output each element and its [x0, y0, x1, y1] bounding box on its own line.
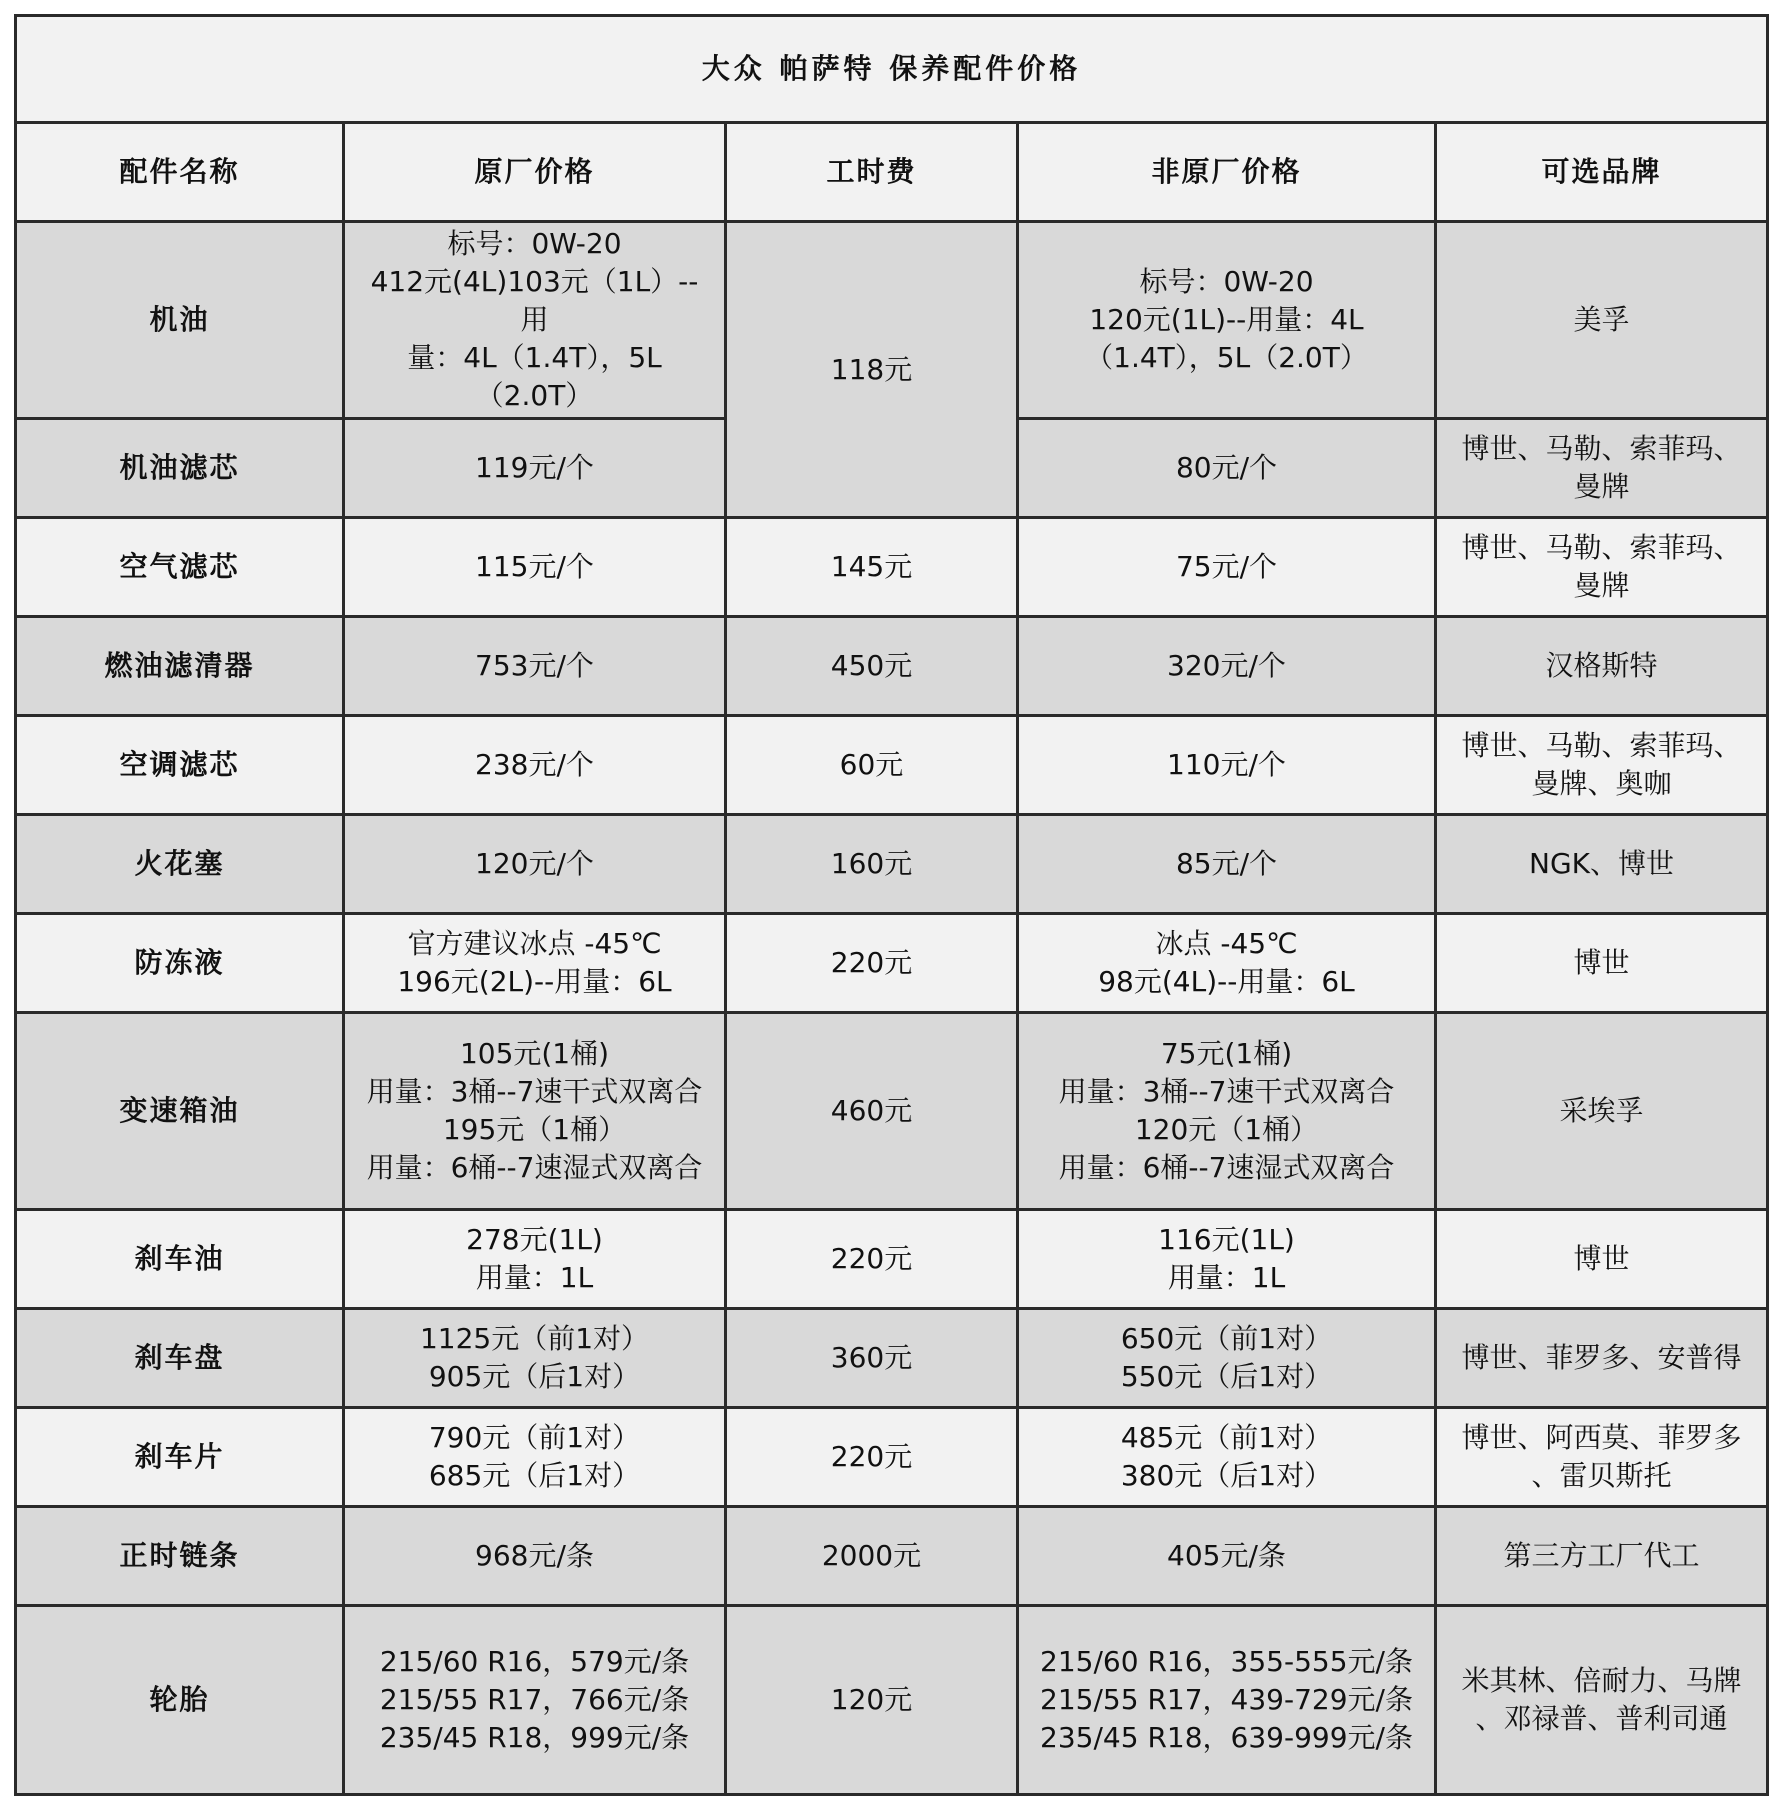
oem-price-line: 215/55 R17，766元/条 — [379, 1683, 690, 1716]
part-name: 轮胎 — [16, 1606, 344, 1795]
brands-line: 博世、马勒、索菲玛、 — [1461, 729, 1742, 762]
aftermarket-price — [1018, 1408, 1436, 1507]
oem-price-line: 120元/个 — [475, 847, 594, 880]
table-row — [16, 617, 1768, 716]
oem-price-line: 量：4L（1.4T），5L — [407, 341, 662, 374]
brands — [1436, 1408, 1768, 1507]
brands — [1436, 617, 1768, 716]
labor-fee: 360元 — [726, 1309, 1018, 1408]
aftermarket-price-line: 120元（1桶） — [1134, 1113, 1319, 1146]
header-labor-fee: 工时费 — [726, 123, 1018, 222]
oem-price — [344, 1606, 726, 1795]
part-name: 刹车油 — [16, 1210, 344, 1309]
oem-price — [344, 1210, 726, 1309]
brands — [1436, 1210, 1768, 1309]
aftermarket-price-line: 405元/条 — [1167, 1539, 1286, 1572]
aftermarket-price — [1018, 518, 1436, 617]
aftermarket-price — [1018, 1606, 1436, 1795]
labor-fee: 160元 — [726, 815, 1018, 914]
brands-line: 曼牌、奥咖 — [1531, 767, 1672, 800]
oem-price-line: 标号：0W-20 — [447, 227, 622, 260]
labor-fee: 118元 — [726, 222, 1018, 518]
header-oem-price: 原厂价格 — [344, 123, 726, 222]
oem-price-line: 用量：6桶--7速湿式双离合 — [366, 1151, 703, 1184]
aftermarket-price-line: 75元(1桶) — [1160, 1037, 1293, 1070]
oem-price-line: 官方建议冰点 -45℃ — [407, 927, 662, 960]
oem-price-line: 105元(1桶) — [459, 1037, 610, 1070]
brands — [1436, 1606, 1768, 1795]
table-row — [16, 1309, 1768, 1408]
labor-fee: 60元 — [726, 716, 1018, 815]
oem-price-line: 753元/个 — [475, 649, 594, 682]
part-name: 变速箱油 — [16, 1013, 344, 1210]
oem-price-line: 235/45 R18，999元/条 — [379, 1721, 690, 1754]
brands-line: 博世、马勒、索菲玛、 — [1461, 432, 1742, 465]
aftermarket-price-line: 80元/个 — [1175, 451, 1278, 484]
brands-line: 博世 — [1573, 1242, 1630, 1275]
oem-price-line: 用量：3桶--7速干式双离合 — [366, 1075, 703, 1108]
brands-line: 曼牌 — [1573, 569, 1630, 602]
header-brands: 可选品牌 — [1436, 123, 1768, 222]
oem-price-line: 412元(4L)103元（1L）--用 — [370, 265, 699, 336]
brands — [1436, 1013, 1768, 1210]
part-name: 防冻液 — [16, 914, 344, 1013]
labor-fee: 450元 — [726, 617, 1018, 716]
part-name: 机油 — [16, 222, 344, 419]
aftermarket-price-line: 冰点 -45℃ — [1155, 927, 1298, 960]
part-name: 刹车盘 — [16, 1309, 344, 1408]
part-name: 刹车片 — [16, 1408, 344, 1507]
oem-price — [344, 1013, 726, 1210]
part-name: 空调滤芯 — [16, 716, 344, 815]
brands-line: 曼牌 — [1573, 470, 1630, 503]
oem-price-line: 1125元（前1对） — [419, 1322, 650, 1355]
price-table — [14, 14, 1769, 1796]
brands — [1436, 716, 1768, 815]
oem-price-line: 196元(2L)--用量：6L — [397, 965, 672, 998]
labor-fee: 145元 — [726, 518, 1018, 617]
brands-line: 美孚 — [1573, 303, 1630, 336]
aftermarket-price-line: 85元/个 — [1175, 847, 1278, 880]
oem-price-line: 238元/个 — [475, 748, 594, 781]
brands-line: 汉格斯特 — [1545, 649, 1658, 682]
oem-price — [344, 815, 726, 914]
table-row — [16, 1507, 1768, 1606]
aftermarket-price — [1018, 1210, 1436, 1309]
oem-price — [344, 1408, 726, 1507]
aftermarket-price-line: 485元（前1对） — [1120, 1421, 1333, 1454]
aftermarket-price — [1018, 716, 1436, 815]
table-row — [16, 914, 1768, 1013]
aftermarket-price-line: 120元(1L)--用量：4L — [1089, 303, 1364, 336]
oem-price-line: 790元（前1对） — [428, 1421, 641, 1454]
aftermarket-price-line: 75元/个 — [1175, 550, 1278, 583]
oem-price — [344, 617, 726, 716]
part-name: 正时链条 — [16, 1507, 344, 1606]
table-row — [16, 815, 1768, 914]
part-name: 燃油滤清器 — [16, 617, 344, 716]
oem-price — [344, 914, 726, 1013]
aftermarket-price — [1018, 617, 1436, 716]
table-row — [16, 518, 1768, 617]
oem-price-line: 278元(1L) — [466, 1223, 603, 1256]
labor-fee: 220元 — [726, 1210, 1018, 1309]
aftermarket-price — [1018, 419, 1436, 518]
table-row — [16, 1210, 1768, 1309]
part-name: 火花塞 — [16, 815, 344, 914]
oem-price — [344, 1309, 726, 1408]
brands-line: 博世、菲罗多、安普得 — [1461, 1341, 1742, 1374]
labor-fee: 220元 — [726, 914, 1018, 1013]
brands-line: NGK、博世 — [1529, 847, 1675, 880]
labor-fee: 2000元 — [726, 1507, 1018, 1606]
aftermarket-price-line: 用量：6桶--7速湿式双离合 — [1058, 1151, 1395, 1184]
title-row — [16, 16, 1768, 123]
aftermarket-price-line: 380元（后1对） — [1120, 1459, 1333, 1492]
oem-price-line: 968元/条 — [475, 1539, 594, 1572]
oem-price-line: 115元/个 — [475, 550, 594, 583]
labor-fee: 220元 — [726, 1408, 1018, 1507]
brands — [1436, 518, 1768, 617]
oem-price — [344, 419, 726, 518]
oem-price-line: 905元（后1对） — [428, 1360, 641, 1393]
oem-price-line: 用量：1L — [475, 1261, 594, 1294]
brands-line: 博世、马勒、索菲玛、 — [1461, 531, 1742, 564]
labor-fee: 460元 — [726, 1013, 1018, 1210]
aftermarket-price-line: 650元（前1对） — [1120, 1322, 1333, 1355]
brands-line: 博世、阿西莫、菲罗多 — [1461, 1421, 1742, 1454]
table-row — [16, 1408, 1768, 1507]
table-row — [16, 1606, 1768, 1795]
table-row — [16, 1013, 1768, 1210]
oem-price-line: （2.0T） — [475, 379, 594, 412]
aftermarket-price-line: 标号：0W-20 — [1139, 265, 1314, 298]
header-row — [16, 123, 1768, 222]
part-name: 空气滤芯 — [16, 518, 344, 617]
oem-price — [344, 518, 726, 617]
oem-price — [344, 222, 726, 419]
part-name: 机油滤芯 — [16, 419, 344, 518]
brands — [1436, 1507, 1768, 1606]
aftermarket-price-line: 116元(1L) — [1158, 1223, 1295, 1256]
aftermarket-price-line: 110元/个 — [1167, 748, 1286, 781]
oem-price — [344, 716, 726, 815]
brands-line: 第三方工厂代工 — [1503, 1539, 1700, 1572]
brands — [1436, 815, 1768, 914]
brands-line: 、雷贝斯托 — [1531, 1459, 1672, 1492]
aftermarket-price-line: 用量：3桶--7速干式双离合 — [1058, 1075, 1395, 1108]
brands — [1436, 419, 1768, 518]
aftermarket-price-line: （1.4T），5L（2.0T） — [1085, 341, 1368, 374]
aftermarket-price — [1018, 815, 1436, 914]
aftermarket-price-line: 用量：1L — [1167, 1261, 1286, 1294]
table-row — [16, 716, 1768, 815]
aftermarket-price — [1018, 914, 1436, 1013]
brands — [1436, 222, 1768, 419]
brands — [1436, 914, 1768, 1013]
labor-fee: 120元 — [726, 1606, 1018, 1795]
oem-price-line: 685元（后1对） — [428, 1459, 641, 1492]
header-part-name: 配件名称 — [16, 123, 344, 222]
brands-line: 米其林、倍耐力、马牌 — [1461, 1664, 1742, 1697]
brands-line: 采埃孚 — [1559, 1094, 1644, 1127]
oem-price-line: 119元/个 — [475, 451, 594, 484]
aftermarket-price-line: 235/45 R18，639-999元/条 — [1040, 1721, 1413, 1754]
aftermarket-price-line: 98元(4L)--用量：6L — [1098, 965, 1355, 998]
aftermarket-price — [1018, 222, 1436, 419]
aftermarket-price-line: 320元/个 — [1167, 649, 1286, 682]
header-aftermarket-price: 非原厂价格 — [1018, 123, 1436, 222]
oem-price-line: 195元（1桶） — [442, 1113, 627, 1146]
brands-line: 博世 — [1573, 946, 1630, 979]
aftermarket-price — [1018, 1507, 1436, 1606]
table-row — [16, 222, 1768, 419]
brands — [1436, 1309, 1768, 1408]
oem-price — [344, 1507, 726, 1606]
aftermarket-price-line: 550元（后1对） — [1120, 1360, 1333, 1393]
aftermarket-price-line: 215/60 R16，355-555元/条 — [1040, 1645, 1413, 1678]
aftermarket-price — [1018, 1309, 1436, 1408]
oem-price-line: 215/60 R16，579元/条 — [379, 1645, 690, 1678]
aftermarket-price-line: 215/55 R17，439-729元/条 — [1040, 1683, 1413, 1716]
brands-line: 、邓禄普、普利司通 — [1475, 1702, 1728, 1735]
aftermarket-price — [1018, 1013, 1436, 1210]
table-title: 大众 帕萨特 保养配件价格 — [16, 16, 1768, 123]
